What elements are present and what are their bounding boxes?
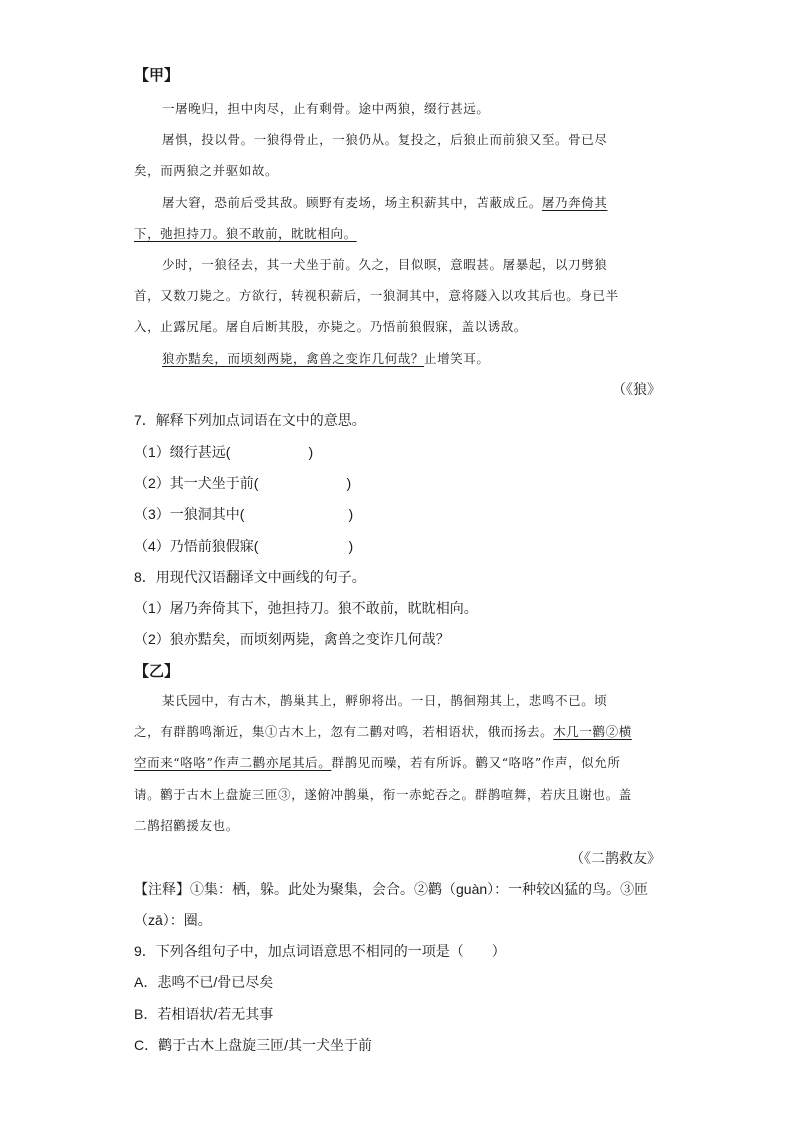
yi-line-1: 某氏园中，有古木，鹊巢其上，孵卵将出。一日，鹊徊翔其上，悲鸣不已。顷 <box>162 693 608 708</box>
q7-item-3 <box>134 504 353 524</box>
yi-line-3 <box>134 753 620 771</box>
jia-line-8: 入，止露尻尾。屠自后断其股，亦毙之。乃悟前狼假寐，盖以诱敌。 <box>134 319 528 334</box>
yi-line-2-text: 之，有群鹊鸣渐近，集①古木上，忽有二鹳对鸣，若相语状，俄而扬去。 <box>134 724 554 739</box>
q7-item-4-text: （4）乃悟前狼假寐( <box>134 538 259 554</box>
notes-line-2: （zā）：圈。 <box>134 912 212 928</box>
jia-source: （《狼》 <box>612 381 661 397</box>
q7-item-1-text: （1）缀行甚远( <box>134 444 231 460</box>
q7-item-4 <box>134 536 353 556</box>
jia-line-3: 矣，而两狼之并驱如故。 <box>134 163 279 178</box>
jia-line-4 <box>162 193 607 211</box>
q7-item-3-text: （3）一狼洞其中( <box>134 506 245 522</box>
jia-line-2: 屠惧，投以骨。一狼得骨止，一狼仍从。复投之，后狼止而前狼又至。骨已尽 <box>162 132 608 147</box>
q8-stem: 8．用现代汉语翻译文中画线的句子。 <box>134 569 366 585</box>
q8-item-2: （2）狼亦黠矣，而顷刻两毙，禽兽之变诈几何哉？ <box>134 631 450 647</box>
underlined-sentence-1b: 下，弛担持刀。狼不敢前，眈眈相向。 <box>134 226 357 241</box>
q9-stem: 9．下列各组句子中，加点词语意思不相同的一项是（ ） <box>134 943 506 959</box>
yi-line-4: 请。鹳于古木上盘旋三匝③，遂俯冲鹊巢，衔一赤蛇吞之。群鹊喧舞，若庆且谢也。盖 <box>134 787 632 802</box>
notes-line-1: 【注释】①集：栖，躲。此处为聚集，会合。②鹳（guàn）：一种较凶猛的鸟。③匝 <box>134 881 649 897</box>
q7-item-2 <box>134 473 351 493</box>
underlined-sentence-3a: 木几一鹳②横 <box>553 724 632 739</box>
q8-item-1: （1）屠乃奔倚其下，弛担持刀。狼不敢前，眈眈相向。 <box>134 600 478 616</box>
yi-line-2 <box>134 722 632 740</box>
jia-line-4-text: 屠大窘，恐前后受其敌。顾野有麦场，场主积薪其中，苫蔽成丘。 <box>162 195 542 210</box>
yi-line-3-text: 群鹊见而噪，若有所诉。鹳又“咯咯”作声，似允所 <box>331 755 621 770</box>
jia-line-6: 少时，一狼径去，其一犬坐于前。久之，目似暝，意暇甚。屠暴起，以刀劈狼 <box>162 257 608 272</box>
q9-option-b[interactable]: B．若相语状/若无其事 <box>134 1006 274 1022</box>
underlined-sentence-1a: 屠乃奔倚其 <box>541 195 608 210</box>
jia-line-9 <box>162 349 490 367</box>
section-yi-heading: 【乙】 <box>134 662 180 680</box>
yi-source: （《二鹊救友》 <box>570 850 661 866</box>
jia-line-1: 一屠晚归，担中肉尽，止有剩骨。途中两狼，缀行甚远。 <box>162 101 490 116</box>
q7-item-1 <box>134 442 313 462</box>
q7-item-2-text: （2）其一犬坐于前( <box>134 475 259 491</box>
q7-item-4-close: ) <box>348 538 354 554</box>
q7-item-2-close: ) <box>346 475 352 491</box>
jia-line-9-tail: 止增笑耳。 <box>424 351 490 366</box>
q7-item-3-close: ) <box>348 506 354 522</box>
q7-stem: 7．解释下列加点词语在文中的意思。 <box>134 412 366 428</box>
yi-line-5: 二鹊招鹳援友也。 <box>134 818 239 833</box>
section-jia-heading: 【甲】 <box>134 66 180 84</box>
q7-item-1-close: ) <box>308 444 314 460</box>
q9-option-a[interactable]: A．悲鸣不已/骨已尽矣 <box>134 974 274 990</box>
jia-line-7: 首，又数刀毙之。方欲行，转视积薪后，一狼洞其中，意将隧入以攻其后也。身已半 <box>134 288 619 303</box>
q9-option-c[interactable]: C．鹳于古木上盘旋三匝/其一犬坐于前 <box>134 1037 372 1053</box>
underlined-sentence-3b: 空而来“咯咯”作声二鹳亦尾其后。 <box>134 755 332 770</box>
underlined-sentence-2: 狼亦黠矣，而顷刻两毙，禽兽之变诈几何哉？ <box>162 351 425 366</box>
